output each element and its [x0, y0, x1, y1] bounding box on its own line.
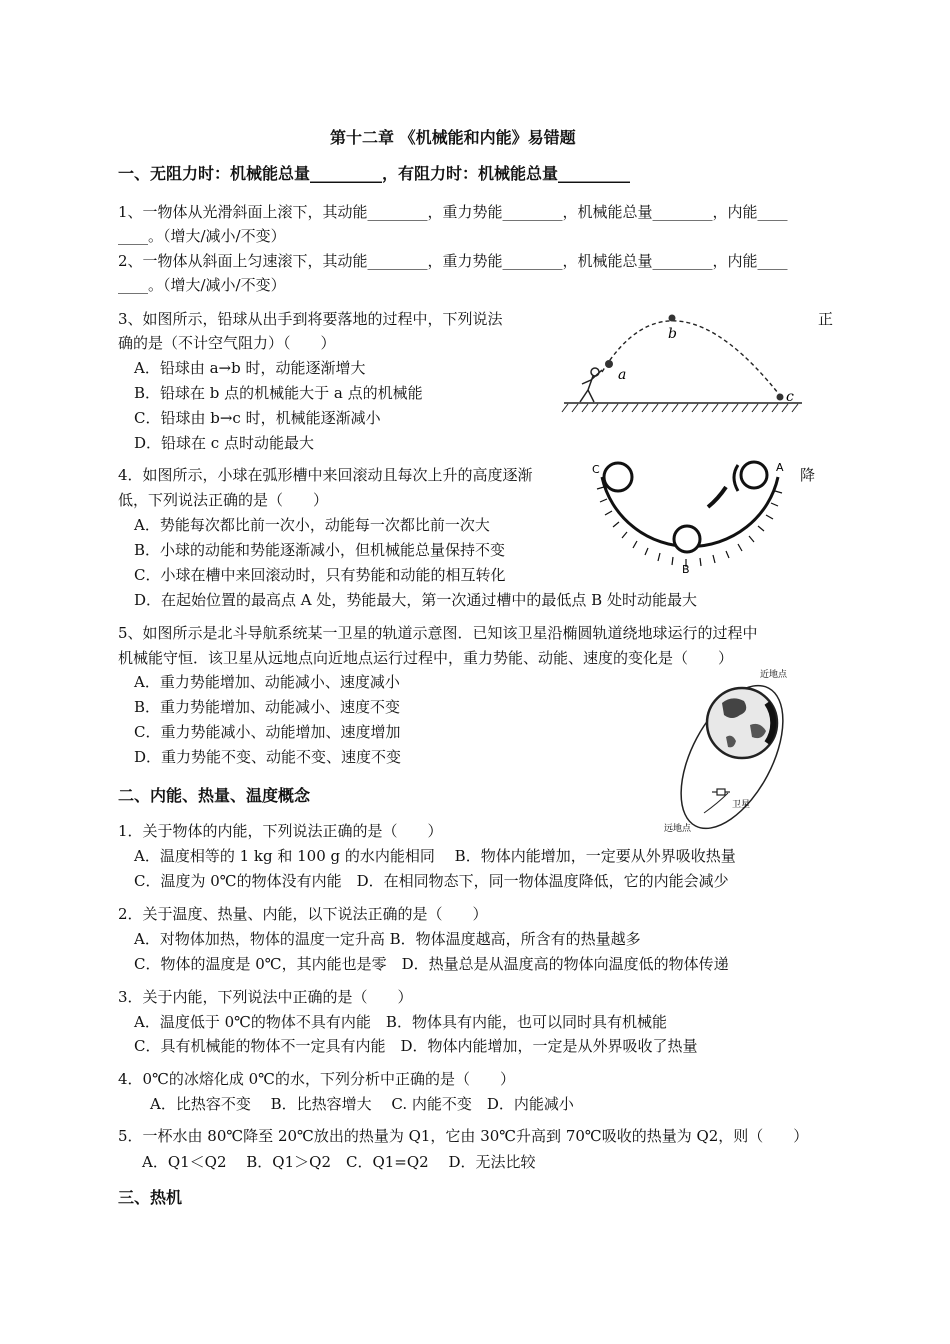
- label-c: c: [786, 389, 794, 405]
- q5-option-c: C．重力势能减小、动能增加、速度增加: [134, 723, 401, 741]
- shot-put-figure: [560, 306, 810, 414]
- q3-line-2: 确的是（不计空气阻力）（ ）: [118, 334, 336, 352]
- q3-line-1-tail: 正: [818, 310, 834, 328]
- s2-q4: 4．0℃的冰熔化成 0℃的水，下列分析中正确的是（ ）: [118, 1070, 515, 1088]
- s2-q2-options-2: C．物体的温度是 0℃，其内能也是零 D．热量总是从温度高的物体向温度低的物体传递: [134, 955, 729, 973]
- section-2-heading: 二、内能、热量、温度概念: [118, 786, 311, 805]
- satellite-orbit-figure: [660, 665, 820, 837]
- q5-option-a: A．重力势能增加、动能减小、速度减小: [134, 673, 400, 691]
- q4-option-b: B．小球的动能和势能逐渐减小，但机械能总量保持不变: [134, 541, 506, 559]
- arc-groove-figure: [590, 455, 795, 580]
- thrower-figure: [580, 368, 602, 402]
- s2-q5-options: A．Q1＜Q2 B．Q1＞Q2 C．Q1=Q2 D．无法比较: [142, 1153, 536, 1171]
- s2-q3-options-1: A．温度低于 0℃的物体不具有内能 B．物体具有内能，也可以同时具有机械能: [134, 1013, 667, 1031]
- s2-q1-options-1: A．温度相等的 1 kg 和 100 g 的水内能相同 B．物体内能增加，一定要从外界吸收热量: [134, 847, 736, 865]
- q4-option-d: D．在起始位置的最高点 A 处，势能最大，第一次通过槽中的最低点 B 处时动能最大: [134, 591, 697, 609]
- s2-q3: 3．关于内能，下列说法中正确的是（ ）: [118, 988, 413, 1006]
- q5-option-d: D．重力势能不变、动能不变、速度不变: [134, 748, 402, 766]
- q3-option-d: D．铅球在 c 点时动能最大: [134, 434, 314, 452]
- q3-option-c: C．铅球由 b→c 时，机械能逐渐减小: [134, 409, 381, 427]
- label-a: a: [618, 367, 627, 383]
- s2-q5: 5．一杯水由 80℃降至 20℃放出的热量为 Q1，它由 30℃升高到 70℃吸收的热量为 Q2，则（ ）: [118, 1127, 809, 1145]
- q2-line-1: 2、一物体从斜面上匀速滚下，其动能________，重力势能________，机械能总量________，内能____: [118, 252, 788, 270]
- s2-q2-options-1: A．对物体加热，物体的温度一定升高 B．物体温度越高，所含有的热量越多: [134, 930, 641, 948]
- q4-option-c: C．小球在槽中来回滚动时，只有势能和动能的相互转化: [134, 566, 506, 584]
- q4-line-2: 低，下列说法正确的是（ ）: [118, 491, 329, 509]
- q1-line-1: 1、一物体从光滑斜面上滚下，其动能________，重力势能________，机械能总量________，内能____: [118, 203, 788, 221]
- label-b: B: [682, 563, 690, 576]
- q5-line-2: 机械能守恒．该卫星从远地点向近地点运行过程中，重力势能、动能、速度的变化是（ ）: [118, 649, 734, 667]
- q5-line-1: 5、如图所示是北斗导航系统某一卫星的轨道示意图．已知该卫星沿椭圆轨道绕地球运行的过程中: [118, 624, 758, 642]
- q3-option-a: A．铅球由 a→b 时，动能逐渐增大: [134, 359, 366, 377]
- label-apogee: 远地点: [664, 824, 692, 834]
- s2-q1-options-2: C．温度为 0℃的物体没有内能 D．在相同物态下，同一物体温度降低，它的内能会减少: [134, 872, 729, 890]
- s2-q3-options-2: C．具有机械能的物体不一定具有内能 D．物体内能增加，一定是从外界吸收了热量: [134, 1037, 698, 1055]
- q3-line-1: 3、如图所示，铅球从出手到将要落地的过程中，下列说法: [118, 310, 503, 328]
- section-3-heading: 三、热机: [118, 1188, 183, 1207]
- page-title: 第十二章 《机械能和内能》易错题: [330, 128, 576, 147]
- label-b: b: [668, 326, 677, 342]
- q2-line-2: ____。（增大/减小/不变）: [118, 276, 286, 294]
- label-satellite: 卫星: [732, 800, 751, 810]
- q5-option-b: B．重力势能增加、动能减小、速度不变: [134, 698, 401, 716]
- q4-line-1: 4．如图所示，小球在弧形槽中来回滚动且每次上升的高度逐渐: [118, 466, 533, 484]
- q4-option-a: A．势能每次都比前一次小，动能每一次都比前一次大: [134, 516, 490, 534]
- s2-q2: 2．关于温度、热量、内能，以下说法正确的是（ ）: [118, 905, 488, 923]
- q3-option-b: B．铅球在 b 点的机械能大于 a 点的机械能: [134, 384, 423, 402]
- label-perigee: 近地点: [760, 670, 788, 680]
- label-c: C: [592, 463, 600, 476]
- section-1-heading: 一、无阻力时：机械能总量_________，有阻力时：机械能总量_________: [118, 164, 631, 183]
- q4-line-1-tail: 降: [800, 466, 816, 484]
- q1-line-2: ____。（增大/减小/不变）: [118, 227, 286, 245]
- label-a: A: [776, 461, 784, 474]
- s2-q4-options: A．比热容不变 B．比热容增大 C. 内能不变 D．内能减小: [150, 1095, 574, 1113]
- s2-q1: 1．关于物体的内能，下列说法正确的是（ ）: [118, 822, 443, 840]
